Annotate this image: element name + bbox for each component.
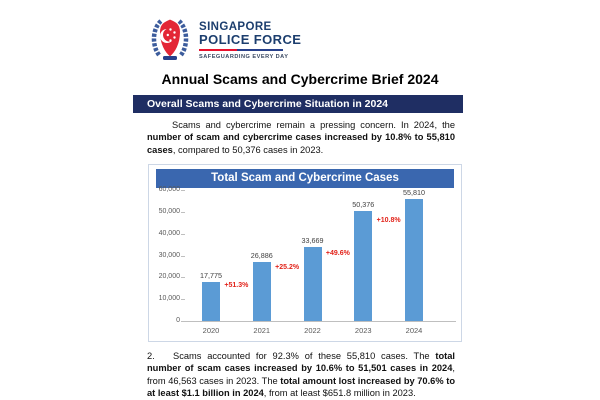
para2-post: , from at least $651.8 million in 2023. — [263, 388, 416, 399]
x-axis-label: 2023 — [354, 326, 372, 335]
x-axis-label: 2022 — [304, 326, 321, 335]
y-axis-tick — [181, 299, 185, 300]
y-axis-tick — [181, 190, 185, 191]
y-axis-label: 30,000 — [158, 251, 180, 259]
bar-2022 — [304, 247, 322, 321]
logo-org-line1: SINGAPORE — [199, 21, 272, 33]
y-axis-tick — [181, 212, 185, 213]
spf-logo — [150, 14, 301, 67]
growth-percentage-label: +25.2% — [275, 263, 300, 271]
x-axis-label: 2024 — [405, 326, 423, 335]
para2-bold2: total amount lost increased by 70.6% to at least $1.1 billion in 2024 — [147, 375, 455, 399]
y-axis-tick — [181, 256, 185, 257]
chart — [148, 164, 462, 342]
y-axis-label: 0 — [176, 317, 180, 324]
x-axis-label: 2020 — [202, 326, 220, 335]
page-title: Annual Scams and Cybercrime Brief 2024 — [161, 71, 439, 87]
spf-logo-text — [199, 21, 301, 67]
growth-percentage-label: +51.3% — [224, 281, 249, 289]
section-banner: Overall Scams and Cybercrime Situation in 2024 — [133, 95, 463, 113]
y-axis-tick — [181, 234, 185, 235]
logo-divider — [199, 49, 283, 51]
para2-pre: Scams accounted for 92.3% of these 55,810 cases. The — [173, 351, 436, 361]
y-axis-label: 60,000 — [158, 186, 180, 193]
y-axis-label: 10,000 — [158, 295, 180, 303]
y-axis-label: 50,000 — [158, 207, 180, 215]
para2-mid: , from 46,563 cases in 2023. The — [147, 363, 455, 386]
y-axis-label: 40,000 — [158, 229, 180, 237]
x-axis-line — [182, 321, 456, 322]
chart-title-bar: Total Scam and Cybercrime Cases — [156, 169, 454, 188]
spf-crest-icon — [150, 14, 190, 67]
bar-value-label: 17,775 — [200, 271, 222, 281]
x-axis-label: 2021 — [253, 326, 271, 335]
para2-number: 2. — [147, 351, 155, 361]
y-axis-label: 20,000 — [158, 273, 180, 281]
paragraph-intro — [147, 119, 455, 156]
bar-2021 — [253, 262, 271, 321]
bar-2023 — [354, 211, 372, 321]
bar-value-label: 26,886 — [250, 251, 273, 261]
para1-post: , compared to 50,376 cases in 2023. — [172, 144, 324, 155]
growth-percentage-label: +49.6% — [325, 250, 350, 258]
y-axis-tick — [181, 277, 185, 278]
bar-value-label: 33,669 — [301, 236, 324, 246]
logo-org-line2: POLICE FORCE — [199, 32, 302, 47]
bar-value-label: 55,810 — [403, 188, 425, 198]
para1-bold: number of scam and cybercrime cases increased by 10.8% to 55,810 cases — [147, 132, 455, 155]
logo-tagline: SAFEGUARDING EVERY DAY — [199, 53, 289, 60]
growth-percentage-label: +10.8% — [376, 216, 401, 224]
para1-pre: Scams and cybercrime remain a pressing concern. In 2024, the — [172, 120, 455, 130]
paragraph-scam-stats — [147, 350, 455, 400]
bar-value-label: 50,376 — [352, 200, 375, 209]
para2-bold1: total number of scam cases increased by 10.6% to 51,501 cases in 2024 — [147, 351, 455, 374]
